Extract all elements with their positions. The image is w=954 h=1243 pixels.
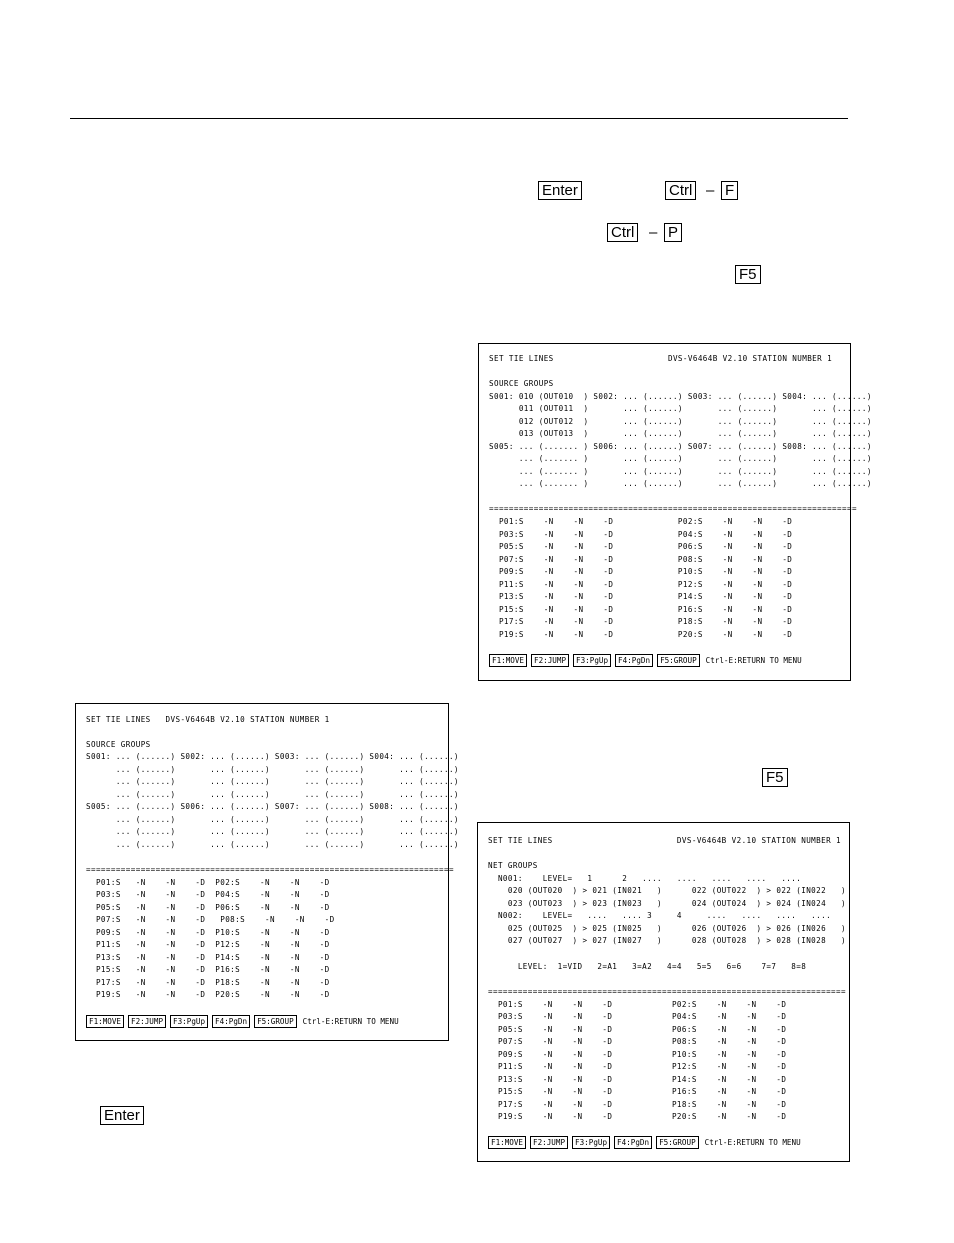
screen-line: P05:S -N -N -D P06:S -N -N -D [489,542,793,551]
screen-line: P17:S -N -N -D P18:S -N -N -D [489,617,793,626]
key-combo-dash: – [649,224,658,241]
header-rule [70,118,848,119]
screen-line: P01:S -N -N -D P02:S -N -N -D [488,1000,787,1009]
f5-group-button[interactable]: F5:GROUP [657,654,700,667]
separator-line: ========================================================================== [86,865,454,874]
tie-lines-screen-empty-groups [75,703,459,1041]
screen-line: P03:S -N -N -D P04:S -N -N -D [86,890,330,899]
screen-line: S001: ... (......) S002: ... (......) S003: ... (......) S004: ... (......) [86,752,459,761]
screen-line: P15:S -N -N -D P16:S -N -N -D [86,965,330,974]
f2-jump-button[interactable]: F2:JUMP [531,654,569,667]
return-to-menu-hint: Ctrl-E:RETURN TO MENU [705,656,802,665]
screen-line: S005: ... (....... ) S006: ... (......) S007: ... (......) S008: ... (......) [489,442,872,451]
screen-line: ... (......) ... (......) ... (......) ... (......) [86,777,459,786]
f2-jump-button[interactable]: F2:JUMP [530,1136,568,1149]
screen-line: P13:S -N -N -D P14:S -N -N -D [489,592,793,601]
screen-line: ... (....... ) ... (......) ... (......) ... (......) [489,454,872,463]
screen-line: P15:S -N -N -D P16:S -N -N -D [489,605,793,614]
screen-line: P05:S -N -N -D P06:S -N -N -D [488,1025,787,1034]
screen-line: P19:S -N -N -D P20:S -N -N -D [86,990,330,999]
ctrl-key-label: Ctrl [607,223,638,242]
f1-move-button[interactable]: F1:MOVE [86,1015,124,1028]
screen-line: ... (....... ) ... (......) ... (......) ... (......) [489,479,872,488]
screen-line: P01:S -N -N -D P02:S -N -N -D [86,878,330,887]
screen-line: N001: LEVEL= 1 2 .... .... .... .... .... [488,874,802,883]
screen-line: 012 (OUT012 ) ... (......) ... (......) ... (......) [489,417,872,426]
f2-jump-button[interactable]: F2:JUMP [128,1015,166,1028]
return-to-menu-hint: Ctrl-E:RETURN TO MENU [302,1017,399,1026]
screen-line: P07:S -N -N -D P08:S -N -N -D [489,555,793,564]
separator-line: ======================================================================== [488,987,846,996]
screen-line: P13:S -N -N -D P14:S -N -N -D [488,1075,787,1084]
screen-line: P03:S -N -N -D P04:S -N -N -D [489,530,793,539]
screen-line: P13:S -N -N -D P14:S -N -N -D [86,953,330,962]
screen-line: SET TIE LINES DVS-V6464B V2.10 STATION NUMBER 1 [488,836,841,845]
screen-line: ... (......) ... (......) ... (......) ... (......) [86,840,459,849]
ctrl-key-label: Ctrl [665,181,696,200]
screen-line: P11:S -N -N -D P12:S -N -N -D [488,1062,787,1071]
screen-line: P15:S -N -N -D P16:S -N -N -D [488,1087,787,1096]
screen-line: SET TIE LINES DVS-V6464B V2.10 STATION NUMBER 1 [489,354,833,363]
screen-line: P19:S -N -N -D P20:S -N -N -D [488,1112,787,1121]
function-key-bar [488,1136,801,1149]
screen-line: ... (......) ... (......) ... (......) ... (......) [86,815,459,824]
level-legend: LEVEL: 1=VID 2=A1 3=A2 4=4 5=5 6=6 7=7 8=8 [488,962,807,971]
screen-line: ... (....... ) ... (......) ... (......) ... (......) [489,467,872,476]
screen-line: P17:S -N -N -D P18:S -N -N -D [488,1100,787,1109]
screen-line: S005: ... (......) S006: ... (......) S007: ... (......) S008: ... (......) [86,802,459,811]
screen-line: P09:S -N -N -D P10:S -N -N -D [489,567,793,576]
screen-line: P11:S -N -N -D P12:S -N -N -D [86,940,330,949]
screen-line: P19:S -N -N -D P20:S -N -N -D [489,630,793,639]
f3-pgup-button[interactable]: F3:PgUp [573,654,611,667]
screen-line: SOURCE GROUPS [86,740,151,749]
p-key-label: P [664,223,682,242]
screen-line: N002: LEVEL= .... .... 3 4 .... .... .... .... [488,911,832,920]
screen-line: P09:S -N -N -D P10:S -N -N -D [86,928,330,937]
return-to-menu-hint: Ctrl-E:RETURN TO MENU [704,1138,801,1147]
enter-key-label: Enter [100,1106,144,1125]
screen-line: SOURCE GROUPS [489,379,554,388]
screen-line: P07:S -N -N -D P08:S -N -N -D [86,915,335,924]
tie-lines-screen-net-groups [477,822,850,1162]
screen-line: P11:S -N -N -D P12:S -N -N -D [489,580,793,589]
screen-line: P17:S -N -N -D P18:S -N -N -D [86,978,330,987]
function-key-bar [489,654,802,667]
screen-line: 027 (OUT027 ) > 027 (IN027 ) 028 (OUT028 ) > 028 (IN028 ) [488,936,846,945]
screen-line: P05:S -N -N -D P06:S -N -N -D [86,903,330,912]
function-key-bar [86,1015,399,1028]
f1-move-button[interactable]: F1:MOVE [489,654,527,667]
tie-lines-screen-source-groups [478,343,872,681]
screen-line: ... (......) ... (......) ... (......) ... (......) [86,765,459,774]
screen-line: SET TIE LINES DVS-V6464B V2.10 STATION NUMBER 1 [86,715,330,724]
screen-line: P09:S -N -N -D P10:S -N -N -D [488,1050,787,1059]
f-key-label: F [721,181,738,200]
f5-group-button[interactable]: F5:GROUP [254,1015,297,1028]
screen-line: S001: 010 (OUT010 ) S002: ... (......) S003: ... (......) S004: ... (......) [489,392,872,401]
screen-line: ... (......) ... (......) ... (......) ... (......) [86,827,459,836]
screen-line: NET GROUPS [488,861,538,870]
f4-pgdn-button[interactable]: F4:PgDn [212,1015,250,1028]
screen-line: 020 (OUT020 ) > 021 (IN021 ) 022 (OUT022 ) > 022 (IN022 ) [488,886,846,895]
screen-line: P07:S -N -N -D P08:S -N -N -D [488,1037,787,1046]
key-combo-dash: – [706,182,715,199]
f4-pgdn-button[interactable]: F4:PgDn [614,1136,652,1149]
screen-line: 013 (OUT013 ) ... (......) ... (......) ... (......) [489,429,872,438]
f1-move-button[interactable]: F1:MOVE [488,1136,526,1149]
f5-group-button[interactable]: F5:GROUP [656,1136,699,1149]
screen-line: 025 (OUT025 ) > 025 (IN025 ) 026 (OUT026 ) > 026 (IN026 ) [488,924,846,933]
screen-line: P03:S -N -N -D P04:S -N -N -D [488,1012,787,1021]
screen-line: ... (......) ... (......) ... (......) ... (......) [86,790,459,799]
f3-pgup-button[interactable]: F3:PgUp [572,1136,610,1149]
separator-line: ========================================================================== [489,504,857,513]
f4-pgdn-button[interactable]: F4:PgDn [615,654,653,667]
f5-key-label: F5 [762,768,788,787]
screen-line: 011 (OUT011 ) ... (......) ... (......) ... (......) [489,404,872,413]
screen-line: 023 (OUT023 ) > 023 (IN023 ) 024 (OUT024 ) > 024 (IN024 ) [488,899,846,908]
enter-key-label: Enter [538,181,582,200]
f3-pgup-button[interactable]: F3:PgUp [170,1015,208,1028]
screen-line: P01:S -N -N -D P02:S -N -N -D [489,517,793,526]
f5-key-label: F5 [735,265,761,284]
